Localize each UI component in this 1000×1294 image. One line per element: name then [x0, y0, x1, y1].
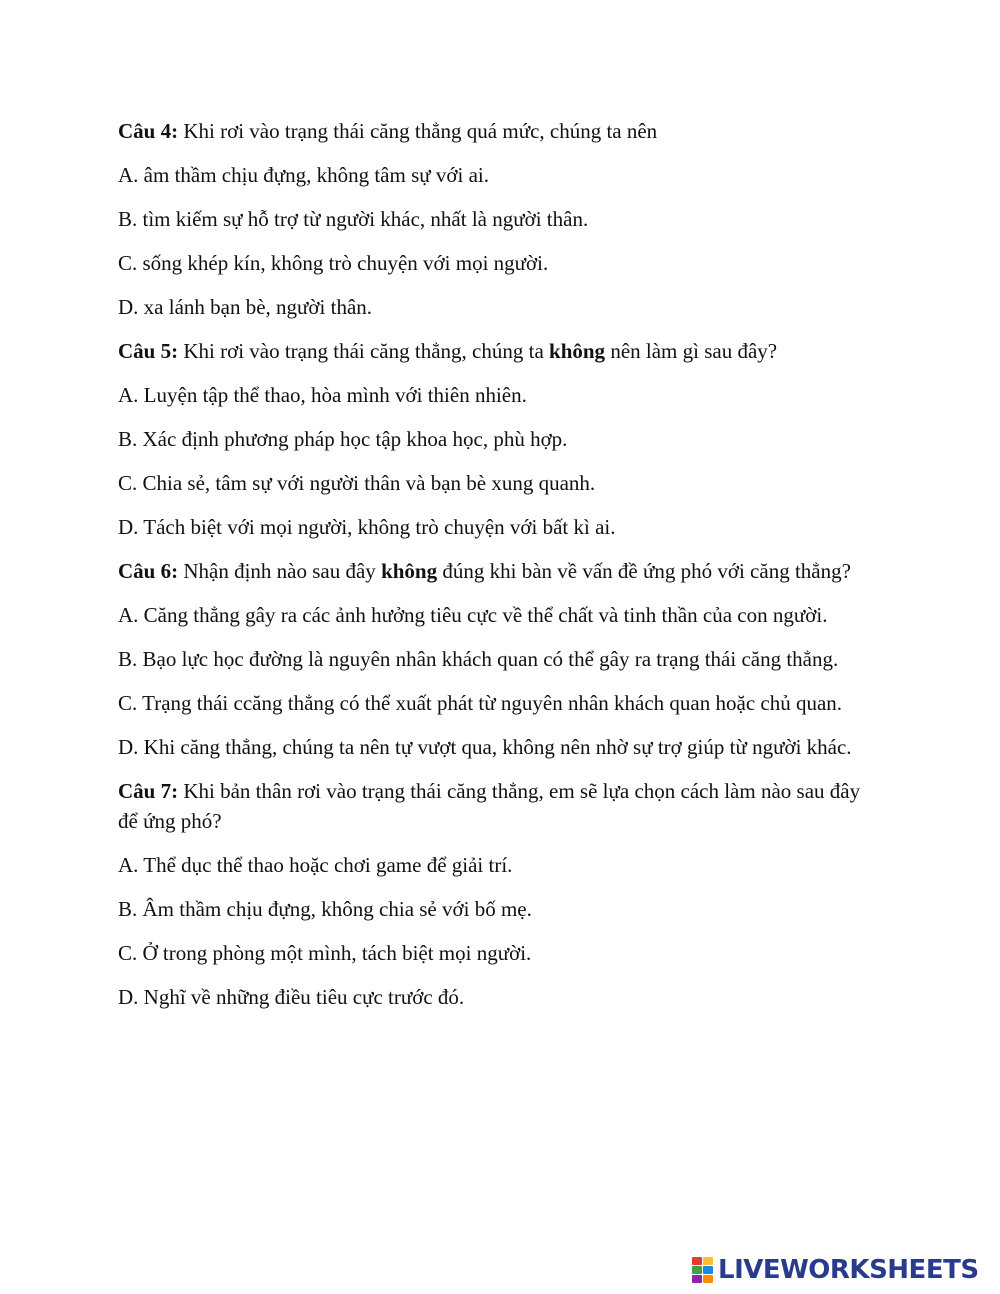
question-text: Nhận định nào sau đây: [178, 559, 382, 583]
option-b: B. Xác định phương pháp học tập khoa học, phù hợp.: [118, 427, 568, 451]
question-emphasis: không: [381, 559, 438, 583]
option-b: B. Âm thầm chịu đựng, không chia sẻ với bố mẹ.: [118, 897, 532, 921]
option-d: D. Tách biệt với mọi người, không trò chuyện với bất kì ai.: [118, 515, 616, 539]
option-c: C. sống khép kín, không trò chuyện với mọi người.: [118, 251, 549, 275]
logo-block: [703, 1257, 713, 1265]
option-b: B. Bạo lực học đường là nguyên nhân khách quan có thể gây ra trạng thái căng thẳng.: [118, 647, 839, 671]
question-label: Câu 7:: [118, 779, 179, 803]
logo-blocks-icon: [692, 1257, 714, 1283]
option-a: A. âm thầm chịu đựng, không tâm sự với ai.: [118, 163, 489, 187]
question-block-6: [118, 556, 878, 762]
logo-block: [692, 1266, 702, 1274]
question-block-7: [118, 776, 878, 1012]
logo-block: [703, 1275, 713, 1283]
option-b: B. tìm kiếm sự hỗ trợ từ người khác, nhất là người thân.: [118, 207, 589, 231]
option-c: C. Trạng thái ccăng thẳng có thể xuất phát từ nguyên nhân khách quan hoặc chủ quan.: [118, 691, 843, 715]
question-emphasis: không: [549, 339, 606, 363]
question-label: Câu 6:: [118, 559, 179, 583]
option-c: C. Chia sẻ, tâm sự với người thân và bạn bè xung quanh.: [118, 471, 596, 495]
question-block-5: [118, 336, 878, 542]
liveworksheets-logo: [692, 1254, 979, 1286]
question-text-end: đúng khi bàn về vấn đề ứng phó với căng thẳng?: [437, 559, 851, 583]
option-a: A. Luyện tập thể thao, hòa mình với thiên nhiên.: [118, 383, 527, 407]
question-label: Câu 4:: [118, 119, 179, 143]
question-6: [118, 556, 878, 586]
logo-block: [692, 1275, 702, 1283]
option-d: D. Nghĩ về những điều tiêu cực trước đó.: [118, 985, 465, 1009]
option-c: C. Ở trong phòng một mình, tách biệt mọi người.: [118, 941, 532, 965]
option-d: D. Khi căng thẳng, chúng ta nên tự vượt qua, không nên nhờ sự trợ giúp từ người khác.: [118, 735, 852, 759]
question-5: [118, 336, 878, 366]
question-text: Khi rơi vào trạng thái căng thẳng, chúng ta: [178, 339, 550, 363]
logo-text: LIVEWORKSHEETS: [718, 1255, 979, 1285]
worksheet-content: [118, 116, 878, 1026]
question-4: [118, 116, 878, 146]
question-label: Câu 5:: [118, 339, 179, 363]
logo-block: [692, 1257, 702, 1265]
question-text: Khi rơi vào trạng thái căng thẳng quá mức, chúng ta nên: [178, 119, 658, 143]
question-7: [118, 776, 878, 836]
option-a: A. Căng thẳng gây ra các ảnh hưởng tiêu cực về thể chất và tinh thần của con người.: [118, 603, 828, 627]
logo-block: [703, 1266, 713, 1274]
option-a: A. Thể dục thể thao hoặc chơi game để giải trí.: [118, 853, 513, 877]
question-block-4: [118, 116, 878, 322]
option-d: D. xa lánh bạn bè, người thân.: [118, 295, 373, 319]
question-text: Khi bản thân rơi vào trạng thái căng thẳng, em sẽ lựa chọn cách làm nào sau đây để ứng phó?: [118, 779, 861, 833]
question-text-end: nên làm gì sau đây?: [605, 339, 778, 363]
